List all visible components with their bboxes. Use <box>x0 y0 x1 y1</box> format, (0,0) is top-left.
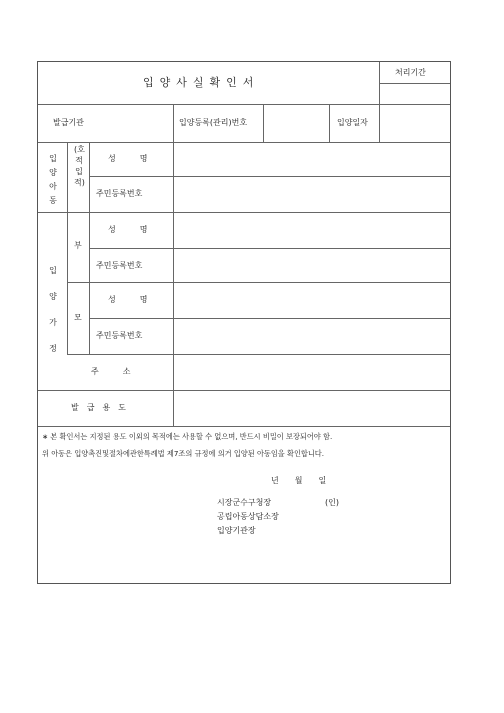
issuing-agency-label: 발급기관 <box>53 118 84 127</box>
row-divider <box>89 318 450 319</box>
col-divider <box>263 104 264 142</box>
row-divider <box>67 282 450 283</box>
adoption-registration-label: 입양등록(관리)번호 <box>179 118 248 127</box>
issuer-2: 공립아동상담소장 <box>217 512 279 521</box>
father-name-label: 성 명 <box>108 225 148 234</box>
adoption-date-label: 입양일자 <box>337 118 368 127</box>
col-divider <box>329 104 330 142</box>
seal-mark: (인) <box>325 498 339 507</box>
col-divider <box>173 142 174 426</box>
row-divider <box>67 354 450 355</box>
processing-period-label: 처리기간 <box>395 68 426 77</box>
mother-name-label: 성 명 <box>108 295 148 304</box>
address-label: 주 소 <box>91 367 131 376</box>
col-divider <box>67 142 68 354</box>
adoptee-section-label: 입양아동 <box>49 154 57 205</box>
issuer-3: 입양기관장 <box>217 526 256 535</box>
row-divider <box>38 104 450 105</box>
mother-label: 모 <box>74 313 82 322</box>
row-divider <box>38 390 450 391</box>
mother-rrn-label: 주민등록번호 <box>96 331 143 340</box>
notice-line-2: 위 아동은 입양촉진및절차에관한특례법 제7조의 규정에 의거 입양된 아동임을 확인합니다. <box>42 449 325 458</box>
adoption-confirmation-form <box>37 61 451 584</box>
adoptee-rrn-label: 주민등록번호 <box>96 189 143 198</box>
processing-divider <box>379 83 450 84</box>
purpose-label: 발 급 용 도 <box>71 403 126 412</box>
adoptee-name-label: 성 명 <box>108 154 148 163</box>
adoptee-sub-label: (호적입적) <box>74 145 85 187</box>
row-divider <box>89 176 450 177</box>
row-divider <box>38 212 450 213</box>
family-section-label: 입양가정 <box>49 266 57 353</box>
father-label: 부 <box>74 241 82 250</box>
row-divider <box>38 142 450 143</box>
issuer-1: 시장군수구청장 <box>217 498 272 507</box>
father-rrn-label: 주민등록번호 <box>96 261 143 270</box>
row-divider <box>89 248 450 249</box>
form-title: 입양사실확인서 <box>143 76 260 89</box>
row-divider <box>38 426 450 427</box>
col-divider <box>173 104 174 142</box>
date-line: 년 월 일 <box>271 476 327 485</box>
col-divider <box>89 142 90 354</box>
col-divider <box>379 62 380 142</box>
notice-line-1: ∗ 본 확인서는 지정된 용도 이외의 목적에는 사용할 수 없으며, 반드시 비밀이 보장되어야 함. <box>42 432 333 441</box>
